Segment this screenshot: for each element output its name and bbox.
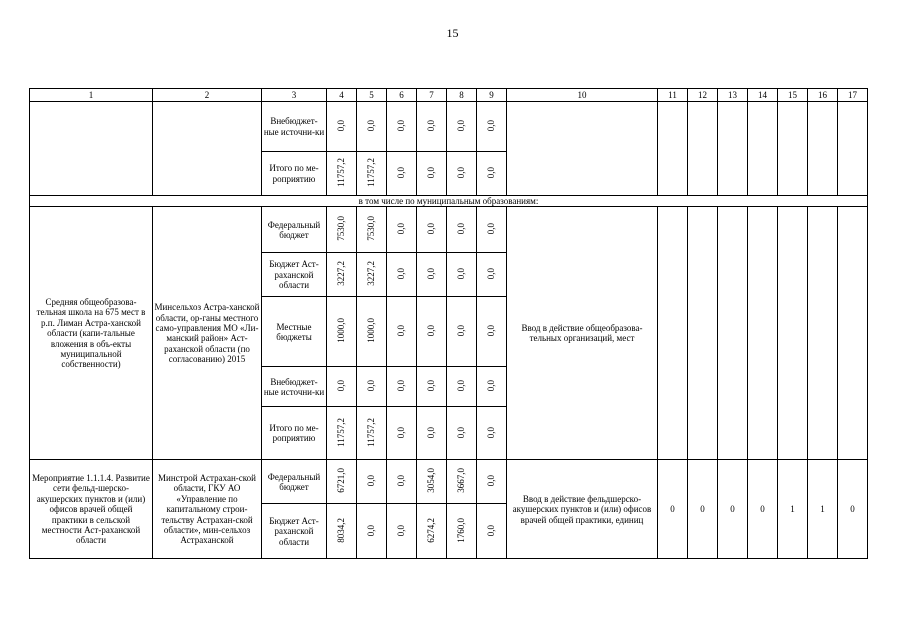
header-row <box>30 89 868 102</box>
col-header: 4 <box>327 89 357 102</box>
value-cell: 0,0 <box>387 102 417 152</box>
funding-source: Внебюджет-ные источни-ки <box>262 367 327 407</box>
value-cell: 0,0 <box>357 367 387 407</box>
col-header: 10 <box>507 89 658 102</box>
value-cell: 0,0 <box>447 407 477 460</box>
value-cell: 0,0 <box>327 367 357 407</box>
funding-source: Федеральный бюджет <box>262 460 327 504</box>
value-cell: 0,0 <box>477 504 507 559</box>
indicator-value: 1 <box>808 460 838 559</box>
indicator: Ввод в действие фельдшерско-акушерских пунктов и (или) офисов врачей общей практики, единиц <box>507 460 658 559</box>
value-cell: 0,0 <box>477 367 507 407</box>
empty-cell <box>688 207 718 460</box>
empty-cell <box>658 102 688 196</box>
value-cell: 0,0 <box>387 460 417 504</box>
empty-cell <box>30 102 153 196</box>
value-cell: 0,0 <box>477 102 507 152</box>
col-header: 17 <box>838 89 868 102</box>
value-cell: 0,0 <box>477 407 507 460</box>
empty-cell <box>748 207 778 460</box>
empty-cell <box>748 102 778 196</box>
table-row <box>30 460 868 504</box>
col-header: 2 <box>153 89 262 102</box>
value-cell: 11757,2 <box>357 152 387 196</box>
value-cell: 0,0 <box>417 152 447 196</box>
indicator-value: 0 <box>838 460 868 559</box>
indicator-value: 0 <box>748 460 778 559</box>
section-row <box>30 196 868 207</box>
value-cell: 1760,0 <box>447 504 477 559</box>
value-cell: 0,0 <box>417 367 447 407</box>
value-cell: 0,0 <box>357 504 387 559</box>
value-cell: 0,0 <box>387 407 417 460</box>
value-cell: 0,0 <box>447 102 477 152</box>
value-cell: 6274,2 <box>417 504 447 559</box>
value-cell: 0,0 <box>387 367 417 407</box>
col-header: 12 <box>688 89 718 102</box>
section-label: в том числе по муниципальным образованиям: <box>30 196 868 207</box>
value-cell: 3667,0 <box>447 460 477 504</box>
value-cell: 6721,0 <box>327 460 357 504</box>
table-row <box>30 207 868 253</box>
funding-source: Итого по ме-роприятию <box>262 152 327 196</box>
value-cell: 11757,2 <box>357 407 387 460</box>
value-cell: 3227,2 <box>327 253 357 297</box>
value-cell: 0,0 <box>357 460 387 504</box>
value-cell: 0,0 <box>357 102 387 152</box>
empty-cell <box>838 102 868 196</box>
measure-name: Средняя общеобразова-тельная школа на 675 мест в р.п. Лиман Астра-ханской области (капи-тальные вложения в объ-екты муниципальной собственности) <box>30 207 153 460</box>
value-cell: 0,0 <box>477 152 507 196</box>
empty-cell <box>718 102 748 196</box>
value-cell: 0,0 <box>447 367 477 407</box>
value-cell: 0,0 <box>477 297 507 367</box>
value-cell: 0,0 <box>447 152 477 196</box>
value-cell: 0,0 <box>477 460 507 504</box>
funding-source: Бюджет Аст-раханской области <box>262 253 327 297</box>
page-number: 15 <box>446 26 459 40</box>
value-cell: 3227,2 <box>357 253 387 297</box>
value-cell: 1000,0 <box>327 297 357 367</box>
value-cell: 11757,2 <box>327 407 357 460</box>
indicator-value: 0 <box>718 460 748 559</box>
col-header: 13 <box>718 89 748 102</box>
col-header: 3 <box>262 89 327 102</box>
col-header: 1 <box>30 89 153 102</box>
col-header: 11 <box>658 89 688 102</box>
value-cell: 0,0 <box>417 102 447 152</box>
funding-source: Внебюджет-ные источни-ки <box>262 102 327 152</box>
value-cell: 0,0 <box>447 207 477 253</box>
table-row <box>30 102 868 152</box>
col-header: 16 <box>808 89 838 102</box>
budget-table <box>29 88 868 559</box>
funding-source: Местные бюджеты <box>262 297 327 367</box>
value-cell: 0,0 <box>477 207 507 253</box>
funding-source: Федеральный бюджет <box>262 207 327 253</box>
value-cell: 7530,0 <box>357 207 387 253</box>
value-cell: 0,0 <box>417 253 447 297</box>
value-cell: 11757,2 <box>327 152 357 196</box>
empty-cell <box>808 207 838 460</box>
measure-name: Мероприятие 1.1.1.4. Развитие сети фельд-шерско-акушерских пунктов и (или) офисов врачей общей практики в сельской местности Аст-раханской области <box>30 460 153 559</box>
value-cell: 0,0 <box>387 253 417 297</box>
value-cell: 0,0 <box>477 253 507 297</box>
col-header: 8 <box>447 89 477 102</box>
empty-cell <box>808 102 838 196</box>
empty-cell <box>718 207 748 460</box>
value-cell: 0,0 <box>387 152 417 196</box>
col-header: 15 <box>778 89 808 102</box>
empty-cell <box>658 207 688 460</box>
col-header: 5 <box>357 89 387 102</box>
col-header: 7 <box>417 89 447 102</box>
indicator: Ввод в действие общеобразова-тельных организаций, мест <box>507 207 658 460</box>
value-cell: 7530,0 <box>327 207 357 253</box>
value-cell: 0,0 <box>447 253 477 297</box>
indicator-value: 1 <box>778 460 808 559</box>
value-cell: 0,0 <box>417 407 447 460</box>
value-cell: 0,0 <box>417 207 447 253</box>
value-cell: 0,0 <box>387 207 417 253</box>
value-cell: 0,0 <box>327 102 357 152</box>
value-cell: 3054,0 <box>417 460 447 504</box>
indicator-value: 0 <box>688 460 718 559</box>
executor: Минсельхоз Астра-ханской области, ор-ганы местного само-управления МО «Ли-манский район» Аст-раханской области (по согласованию) 2015 <box>153 207 262 460</box>
empty-cell <box>153 102 262 196</box>
value-cell: 0,0 <box>387 297 417 367</box>
empty-cell <box>778 207 808 460</box>
value-cell: 0,0 <box>387 504 417 559</box>
funding-source: Бюджет Аст-раханской области <box>262 504 327 559</box>
empty-cell <box>838 207 868 460</box>
value-cell: 0,0 <box>447 297 477 367</box>
col-header: 6 <box>387 89 417 102</box>
empty-cell <box>507 102 658 196</box>
empty-cell <box>688 102 718 196</box>
indicator-value: 0 <box>658 460 688 559</box>
col-header: 14 <box>748 89 778 102</box>
value-cell: 1000,0 <box>357 297 387 367</box>
executor: Минстрой Астрахан-ской области, ГКУ АО «Управление по капитальному строи-тельству Астрахан-ской области», мин-сельхоз Астраханской <box>153 460 262 559</box>
col-header: 9 <box>477 89 507 102</box>
empty-cell <box>778 102 808 196</box>
funding-source: Итого по ме-роприятию <box>262 407 327 460</box>
value-cell: 8034,2 <box>327 504 357 559</box>
value-cell: 0,0 <box>417 297 447 367</box>
